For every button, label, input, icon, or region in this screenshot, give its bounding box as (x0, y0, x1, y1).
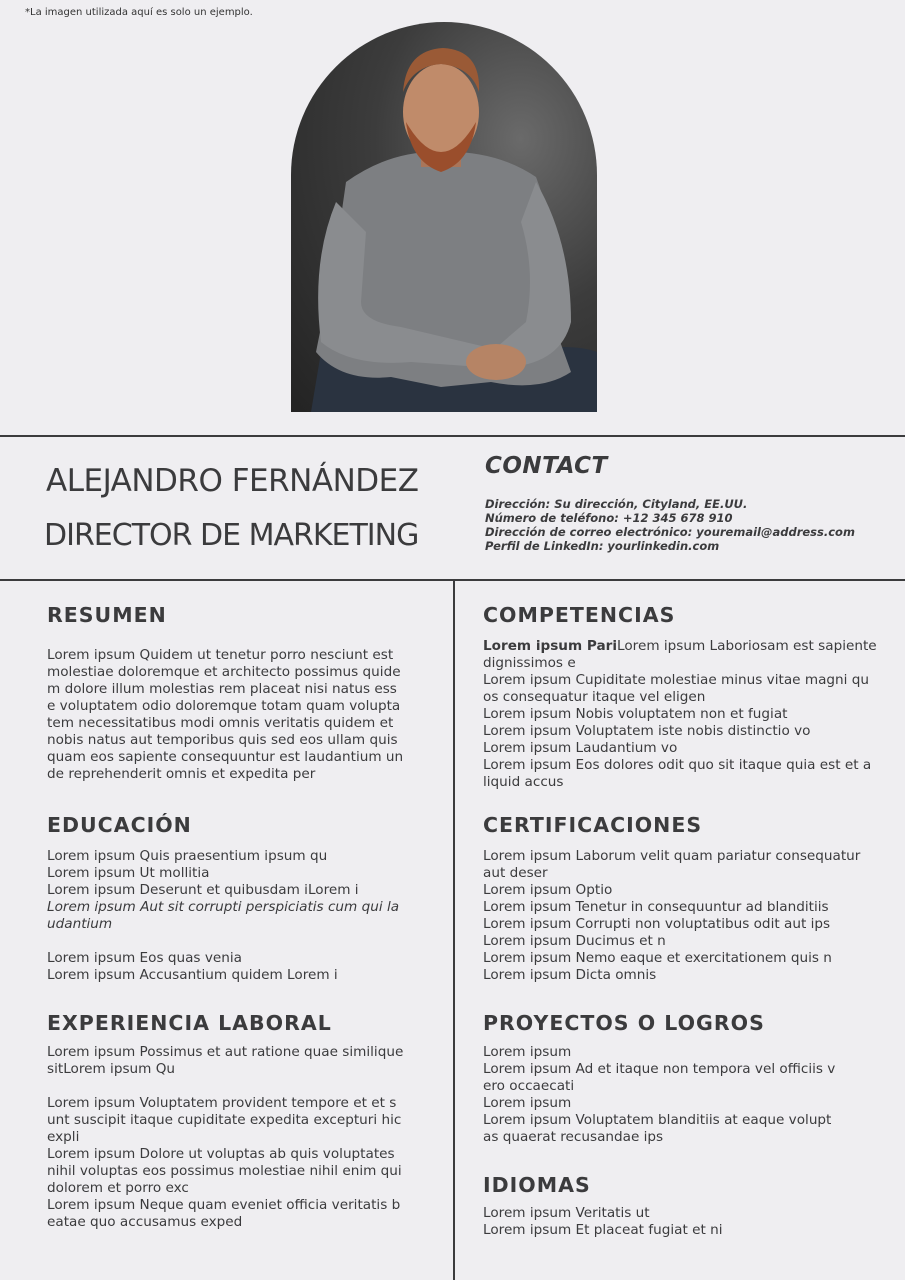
section-title: IDIOMAS (483, 1173, 591, 1197)
example-image-note: *La imagen utilizada aquí es solo un ejemplo. (25, 7, 253, 18)
text-line: Lorem ipsum Nemo eaque et exercitationem quis n (483, 950, 832, 966)
section-title: RESUMEN (47, 603, 167, 627)
section-competencias (483, 600, 903, 791)
text-line: tem necessitatibus modi omnis veritatis quidem et (47, 715, 394, 731)
text-line: as quaerat recusandae ips (483, 1129, 664, 1145)
contact-title: CONTACT (485, 453, 608, 479)
person-illustration (291, 22, 597, 412)
text-line: Lorem ipsum Voluptatem blanditiis at eaque volupt (483, 1112, 832, 1128)
text-line: Lorem ipsum (483, 1095, 572, 1111)
text-line: Lorem ipsum Neque quam eveniet officia veritatis b (47, 1197, 401, 1213)
contact-linkedin: Perfil de LinkedIn: yourlinkedin.com (485, 539, 720, 553)
idiomas-text (483, 1205, 903, 1239)
text-line: aut deser (483, 865, 548, 881)
contact-email: Dirección de correo electrónico: youremail@address.com (485, 525, 855, 539)
candidate-name: ALEJANDRO FERNÁNDEZ (46, 463, 419, 499)
competencias-text (483, 638, 903, 791)
text-line: dignissimos e (483, 655, 576, 671)
text-line: Lorem ipsum Voluptatem iste nobis distinctio vo (483, 723, 811, 739)
top-divider (0, 435, 905, 437)
text-line: Lorem ipsum Cupiditate molestiae minus vitae magni qu (483, 672, 870, 688)
text-line: Lorem ipsum Optio (483, 882, 613, 898)
educacion-text (47, 848, 432, 984)
text-line: Lorem ipsum Dolore ut voluptas ab quis voluptates (47, 1146, 395, 1162)
resumen-text (47, 647, 432, 783)
text-line: dolorem et porro exc (47, 1180, 189, 1196)
text-line: Lorem ipsum Tenetur in consequuntur ad blanditiis (483, 899, 829, 915)
text-line: molestiae doloremque et architecto possimus quide (47, 664, 401, 680)
text-line: Lorem ipsum Nobis voluptatem non et fugiat (483, 706, 788, 722)
text-line: Lorem ipsum Eos dolores odit quo sit itaque quia est et a (483, 757, 872, 773)
text-line: e voluptatem odio doloremque totam quam volupta (47, 698, 401, 714)
text-line: Lorem ipsum Voluptatem provident tempore et et s (47, 1095, 397, 1111)
text-line: Lorem ipsum Accusantium quidem Lorem i (47, 967, 338, 983)
text-line: m dolore illum molestias rem placeat nisi natus ess (47, 681, 397, 697)
text-line: eatae quo accusamus exped (47, 1214, 243, 1230)
candidate-role: DIRECTOR DE MARKETING (44, 518, 419, 553)
profile-photo (291, 22, 597, 412)
section-educacion (47, 810, 432, 984)
text-line: sitLorem ipsum Qu (47, 1061, 176, 1077)
text-line: liquid accus (483, 774, 564, 790)
text-line: Lorem ipsum Deserunt et quibusdam iLorem i (47, 882, 359, 898)
proyectos-text (483, 1044, 903, 1146)
text-line: Lorem ipsum Eos quas venia (47, 950, 242, 966)
text-line: Lorem ipsum Aut sit corrupti perspiciatis cum qui la (47, 899, 400, 915)
section-title: EDUCACIÓN (47, 813, 192, 837)
text-rest: Lorem ipsum Laboriosam est sapiente (617, 638, 877, 654)
text-line: Lorem ipsum Quidem ut tenetur porro nesciunt est (47, 647, 394, 663)
text-line: os consequatur itaque vel eligen (483, 689, 706, 705)
section-title: EXPERIENCIA LABORAL (47, 1011, 332, 1035)
text-line: udantium (47, 916, 113, 932)
certificaciones-text (483, 848, 903, 984)
text-line: Lorem ipsum (483, 1044, 572, 1060)
text-line: Lorem ipsum Ut mollitia (47, 865, 210, 881)
text-line: quam eos sapiente consequuntur est laudantium un (47, 749, 404, 765)
text-line: Lorem ipsum Laborum velit quam pariatur consequatur (483, 848, 861, 864)
section-resumen (47, 600, 432, 783)
text-line (483, 638, 903, 655)
text-line: nobis natus aut temporibus quis sed eos ullam quis (47, 732, 398, 748)
contact-address: Dirección: Su dirección, Cityland, EE.UU. (485, 497, 748, 511)
text-line: unt suscipit itaque cupiditate expedita excepturi hic (47, 1112, 402, 1128)
text-line: nihil voluptas eos possimus molestiae nihil enim qui (47, 1163, 402, 1179)
text-line: Lorem ipsum Veritatis ut (483, 1205, 650, 1221)
text-line: Lorem ipsum Possimus et aut ratione quae similique (47, 1044, 404, 1060)
section-title: COMPETENCIAS (483, 603, 676, 627)
section-idiomas (483, 1170, 903, 1239)
column-divider (453, 580, 455, 1280)
text-line: Lorem ipsum Ad et itaque non tempora vel officiis v (483, 1061, 836, 1077)
text-line: Lorem ipsum Corrupti non voluptatibus odit aut ips (483, 916, 831, 932)
text-line: de reprehenderit omnis et expedita per (47, 766, 316, 782)
bold-lead: Lorem ipsum Pari (483, 638, 618, 654)
section-title: PROYECTOS O LOGROS (483, 1011, 765, 1035)
text-line: ero occaecati (483, 1078, 575, 1094)
contact-phone: Número de teléfono: +12 345 678 910 (485, 511, 733, 525)
section-certificaciones (483, 810, 903, 984)
contact-details (485, 497, 895, 553)
section-experiencia (47, 1008, 432, 1231)
text-line: Lorem ipsum Et placeat fugiat et ni (483, 1222, 723, 1238)
text-line: expli (47, 1129, 80, 1145)
text-line: Lorem ipsum Quis praesentium ipsum qu (47, 848, 328, 864)
text-line: Lorem ipsum Laudantium vo (483, 740, 678, 756)
text-line: Lorem ipsum Dicta omnis (483, 967, 657, 983)
experiencia-text (47, 1044, 432, 1231)
section-title: CERTIFICACIONES (483, 813, 703, 837)
text-line: Lorem ipsum Ducimus et n (483, 933, 666, 949)
section-proyectos (483, 1008, 903, 1146)
